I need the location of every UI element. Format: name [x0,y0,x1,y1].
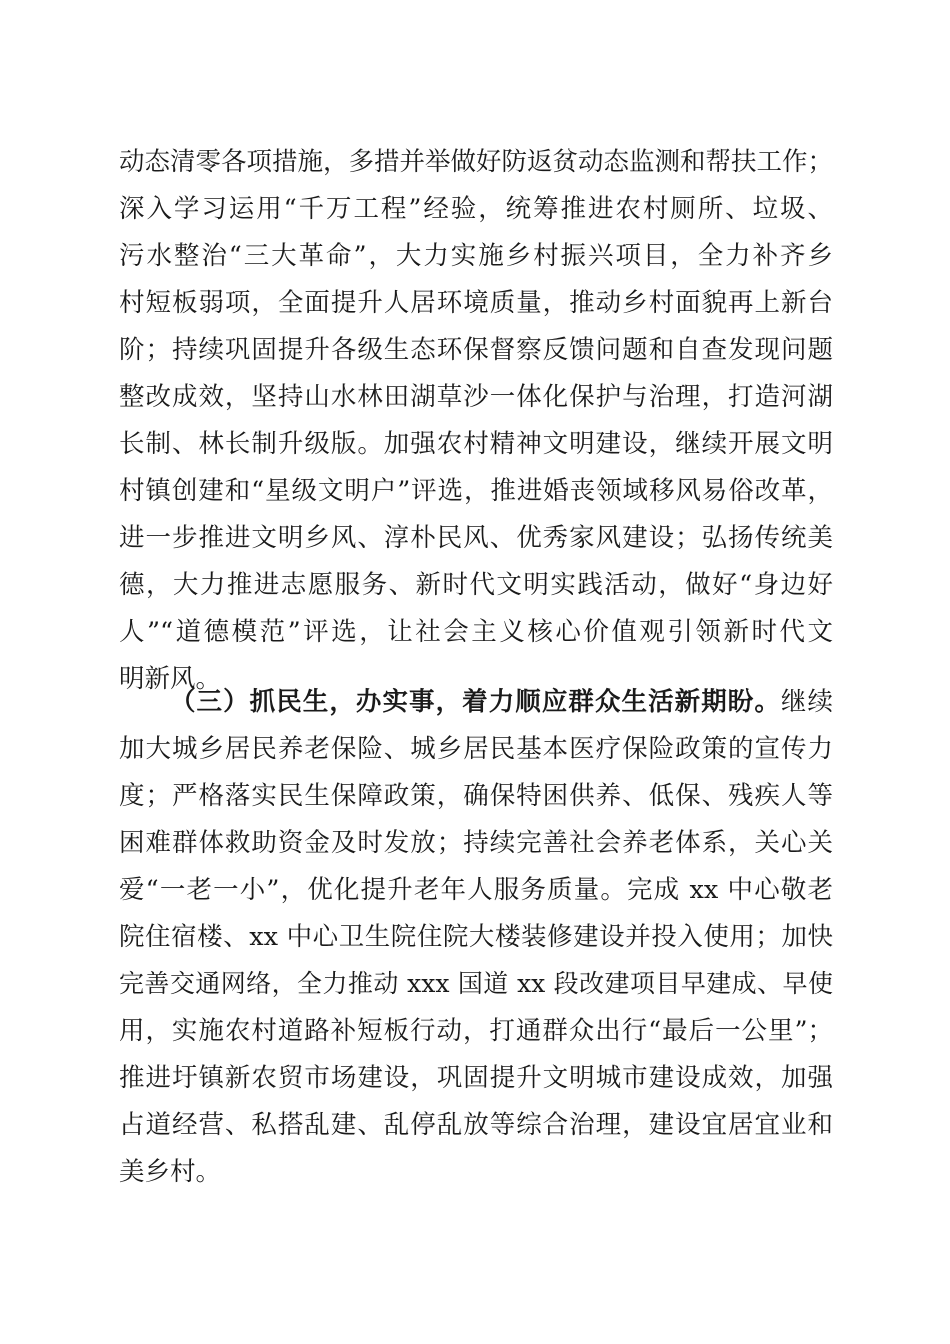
paragraph2-line-3: 度；严格落实民生保障政策，确保特困供养、低保、残疾人等 [119,781,833,811]
paragraph2-line-6: 院住宿楼、xx 中心卫生院住院大楼装修建设并投入使用；加快 [119,922,833,952]
paragraph1-line-9: 进一步推进文明乡风、淳朴民风、优秀家风建设；弘扬传统美 [119,523,833,553]
paragraph2-first-line-rest: 继续 [780,687,833,717]
paragraph1-line-4: 村短板弱项，全面提升人居环境质量，推动乡村面貌再上新台 [119,288,833,318]
paragraph1-line-11: 人”“道德模范”评选，让社会主义核心价值观引领新时代文 [119,617,833,647]
paragraph2-line-11: 美乡村。 [119,1157,222,1187]
paragraph2-line-2: 加大城乡居民养老保险、城乡居民基本医疗保险政策的宣传力 [119,734,833,764]
paragraph1-line-8: 村镇创建和“星级文明户”评选，推进婚丧领域移风易俗改革， [119,476,833,506]
paragraph2-line-5: 爱“一老一小”，优化提升老年人服务质量。完成 xx 中心敬老 [119,875,833,905]
paragraph2-line-8: 用，实施农村道路补短板行动，打通群众出行“最后一公里”； [119,1016,833,1046]
paragraph1-line-10: 德，大力推进志愿服务、新时代文明实践活动，做好“身边好 [119,570,833,600]
paragraph2-line-10: 占道经营、私搭乱建、乱停乱放等综合治理，建设宜居宜业和 [119,1110,833,1140]
section-heading: （三）抓民生，办实事，着力顺应群众生活新期盼。 [170,687,781,717]
paragraph2-line-7: 完善交通网络，全力推动 xxx 国道 xx 段改建项目早建成、早使 [119,969,833,998]
paragraph1-line-1: 动态清零各项措施，多措并举做好防返贫动态监测和帮扶工作； [119,147,833,177]
paragraph2-line-9: 推进圩镇新农贸市场建设，巩固提升文明城市建设成效，加强 [119,1063,833,1093]
paragraph2-first-line [170,680,833,724]
paragraph1-line-7: 长制、林长制升级版。加强农村精神文明建设，继续开展文明 [119,429,833,459]
paragraph1-line-5: 阶；持续巩固提升各级生态环保督察反馈问题和自查发现问题 [119,335,833,365]
paragraph1-line-6: 整改成效，坚持山水林田湖草沙一体化保护与治理，打造河湖 [119,382,833,412]
paragraph1-line-3: 污水整治“三大革命”，大力实施乡村振兴项目，全力补齐乡 [119,241,833,271]
paragraph1-line-2: 深入学习运用“千万工程”经验，统筹推进农村厕所、垃圾、 [119,194,833,224]
paragraph2-line-4: 困难群体救助资金及时发放；持续完善社会养老体系，关心关 [119,828,833,858]
paragraph1-line-12: 明新风。 [119,664,222,694]
